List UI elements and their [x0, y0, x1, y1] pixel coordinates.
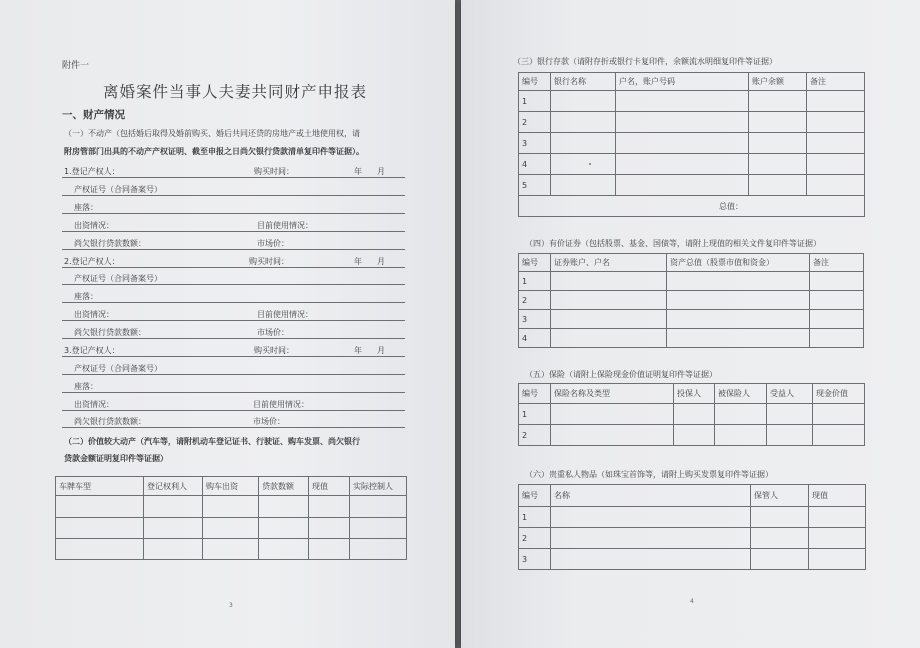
table-row[interactable]: 5: [519, 175, 865, 196]
vehicle-header-row: [56, 477, 407, 496]
col-bank-name: 银行名称: [551, 73, 616, 91]
attachment-label: 附件一: [62, 61, 90, 71]
col-custodian: 保管人: [751, 485, 809, 507]
section-property-heading: 一、财产情况: [62, 109, 125, 121]
location-label: 座落：: [74, 382, 98, 391]
usage-label: 目前使用情况：: [253, 400, 309, 409]
col-controller: 实际控制人: [350, 477, 407, 496]
table-row[interactable]: 4: [519, 329, 864, 348]
col-remark: 备注: [810, 254, 864, 272]
bank-header-row: [519, 73, 865, 91]
col-account: 户名，账户号码: [616, 73, 749, 91]
securities-table: [518, 253, 864, 348]
col-beneficiary: 受益人: [767, 384, 813, 404]
col-item-name: 名称: [551, 485, 751, 507]
registrant-field[interactable]: [62, 177, 405, 178]
valuables-header-row: [519, 485, 866, 507]
mark-dot: [589, 163, 591, 165]
market-label: 市场价：: [257, 239, 289, 248]
col-total-asset: 资产总值（股票市值和资金）: [667, 254, 810, 272]
valuables-section-title: （六）贵重私人物品（如珠宝首饰等，请附上购买发票复印件等证据）: [525, 470, 773, 479]
table-row[interactable]: 3: [519, 133, 865, 154]
registrant-label: 3.登记产权人：: [64, 346, 120, 355]
vehicle-intro-line1: （二）价值较大动产（汽车等，请附机动车登记证书、行驶证、购车发票、尚欠银行: [64, 437, 360, 446]
col-number: 编号: [519, 254, 551, 272]
page-right: [461, 0, 920, 648]
location-field[interactable]: [62, 392, 405, 393]
registrant-label: 2.登记产权人：: [64, 257, 120, 266]
cert-field[interactable]: [62, 284, 405, 285]
market-label: 市场价：: [253, 417, 285, 426]
year-label: 年: [354, 167, 362, 176]
table-row[interactable]: 3: [519, 549, 866, 570]
table-row[interactable]: [56, 496, 407, 518]
year-label: 年: [354, 346, 362, 355]
realestate-intro-line1: （一）不动产（包括婚后取得及婚前购买、婚后共同还贷的房地产或土地使用权，请: [64, 129, 360, 138]
loan-field[interactable]: [62, 338, 405, 339]
col-loan: 贷款数额: [259, 477, 309, 496]
loan-label: 尚欠银行贷款数额：: [74, 417, 146, 426]
table-row[interactable]: 1: [519, 91, 865, 112]
vehicle-intro-line2: 贷款金额证明复印件等证据）: [64, 454, 168, 463]
funding-field[interactable]: [62, 410, 405, 411]
realestate-intro-line2: 附房管部门出具的不动产产权证明、截至申报之日尚欠银行贷款清单复印件等证据）。: [64, 147, 364, 156]
vehicle-table: [55, 476, 407, 560]
col-insurance-name: 保险名称及类型: [551, 384, 674, 404]
month-label: 月: [377, 346, 385, 355]
bank-total-label: 总值：: [519, 196, 865, 217]
registrant-field[interactable]: [62, 356, 405, 357]
col-remark: 备注: [807, 73, 865, 91]
year-label: 年: [354, 257, 362, 266]
table-row[interactable]: [56, 539, 407, 560]
col-balance: 账户余额: [749, 73, 807, 91]
col-purchase-funding: 购车出资: [203, 477, 259, 496]
funding-field[interactable]: [62, 231, 405, 232]
col-number: 编号: [519, 384, 551, 404]
cert-label: 产权证号（合同备案号）: [74, 274, 162, 283]
buy-time-label: 购买时间：: [249, 257, 289, 266]
loan-label: 尚欠银行贷款数额：: [74, 328, 146, 337]
page-left: [0, 0, 455, 648]
location-label: 座落：: [74, 292, 98, 301]
table-row[interactable]: 3: [519, 310, 864, 329]
registrant-label: 1.登记产权人：: [64, 167, 120, 176]
table-row[interactable]: 4: [519, 154, 865, 175]
col-number: 编号: [519, 73, 551, 91]
location-field[interactable]: [62, 302, 405, 303]
bank-section-title: （三）银行存款（请附存折或银行卡复印件，余额流水明细复印件等证据）: [513, 57, 777, 66]
table-row[interactable]: 2: [519, 291, 864, 310]
table-row[interactable]: 1: [519, 507, 866, 528]
securities-section-title: （四）有价证券（包括股票、基金、国债等，请附上现值的相关文件复印件等证据）: [525, 239, 821, 248]
market-label: 市场价：: [257, 328, 289, 337]
col-policyholder: 投保人: [674, 384, 715, 404]
insurance-header-row: [519, 384, 865, 404]
cert-field[interactable]: [62, 195, 405, 196]
col-value: 现值: [309, 477, 350, 496]
bank-total-row: [519, 196, 865, 217]
funding-label: 出资情况：: [74, 221, 114, 230]
col-insured: 被保险人: [715, 384, 767, 404]
registrant-field[interactable]: [62, 267, 405, 268]
col-current-value: 现值: [809, 485, 866, 507]
location-label: 座落：: [74, 203, 98, 212]
loan-field[interactable]: [62, 249, 405, 250]
usage-label: 目前使用情况：: [257, 310, 313, 319]
insurance-section-title: （五）保险（请附上保险现金价值证明复印件等证据）: [525, 370, 717, 379]
cert-label: 产权证号（合同备案号）: [74, 364, 162, 373]
col-number: 编号: [519, 485, 551, 507]
bank-table: [518, 72, 865, 217]
securities-header-row: [519, 254, 864, 272]
page-number: 4: [690, 598, 694, 605]
cert-label: 产权证号（合同备案号）: [74, 185, 162, 194]
form-title: 离婚案件当事人夫妻共同财产申报表: [103, 83, 368, 101]
cert-field[interactable]: [62, 374, 405, 375]
table-row[interactable]: [56, 518, 407, 539]
col-cash-value: 现金价值: [813, 384, 865, 404]
table-row[interactable]: 2: [519, 425, 865, 446]
table-row[interactable]: 2: [519, 112, 865, 133]
table-row[interactable]: 1: [519, 404, 865, 425]
loan-label: 尚欠银行贷款数额：: [74, 239, 146, 248]
loan-field[interactable]: [62, 427, 405, 428]
buy-time-label: 购买时间：: [254, 167, 294, 176]
funding-label: 出资情况：: [74, 310, 114, 319]
col-owner: 登记权利人: [144, 477, 203, 496]
funding-label: 出资情况：: [74, 400, 114, 409]
month-label: 月: [377, 257, 385, 266]
table-row[interactable]: 1: [519, 272, 864, 291]
col-plate: 车牌车型: [56, 477, 144, 496]
month-label: 月: [377, 167, 385, 176]
usage-label: 目前使用情况：: [257, 221, 313, 230]
location-field[interactable]: [62, 213, 405, 214]
insurance-table: [518, 383, 865, 446]
table-row[interactable]: 2: [519, 528, 866, 549]
col-securities-account: 证券账户、户名: [551, 254, 667, 272]
buy-time-label: 购买时间：: [254, 346, 294, 355]
page-number: 3: [229, 602, 233, 609]
valuables-table: [518, 484, 866, 570]
funding-field[interactable]: [62, 320, 405, 321]
